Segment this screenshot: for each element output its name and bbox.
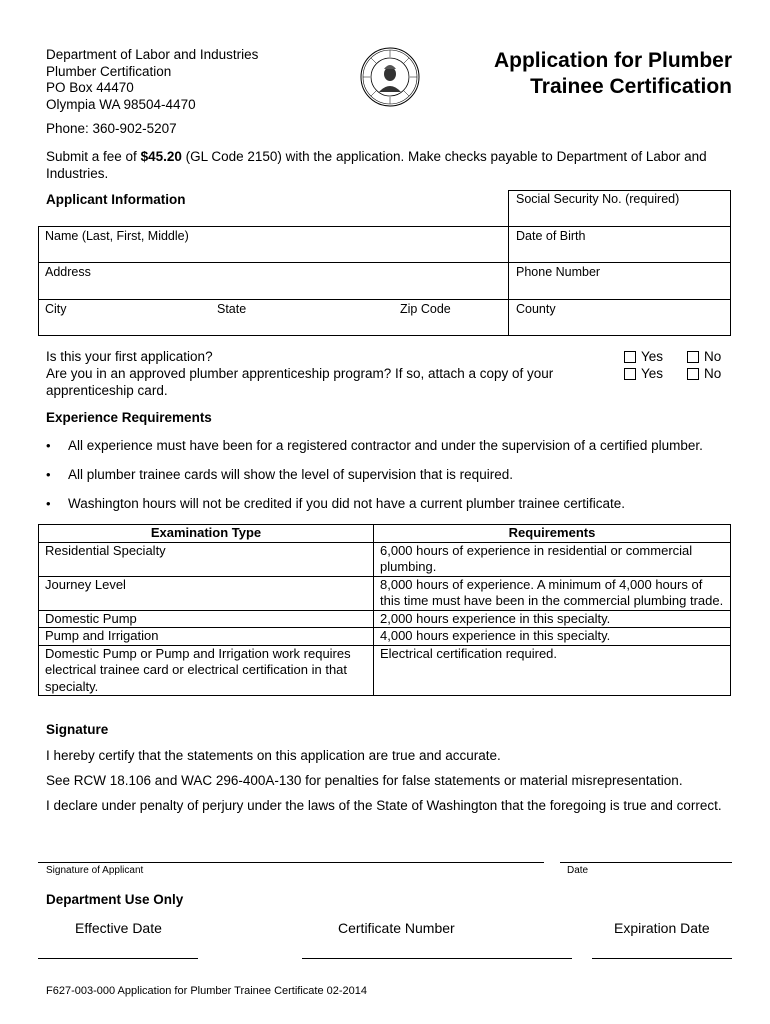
applicant-signature-line[interactable] — [38, 862, 544, 863]
address-line: PO Box 44470 — [46, 80, 134, 95]
state-field[interactable]: State — [217, 302, 247, 316]
table-row — [39, 628, 731, 646]
list-item — [46, 467, 746, 483]
apprentice-yes-checkbox[interactable] — [624, 366, 663, 381]
fee-amount: $45.20 — [140, 149, 182, 164]
yes-label: Yes — [641, 349, 664, 364]
signature-heading: Signature — [46, 722, 109, 737]
address-line: Plumber Certification — [46, 63, 172, 79]
experience-heading: Experience Requirements — [46, 410, 212, 425]
address-field[interactable]: Address — [45, 265, 91, 279]
date-label: Date — [567, 865, 589, 876]
form-footer: F627-003-000 Application for Plumber Trainee Certificate 02-2014 — [46, 985, 368, 997]
fee-prefix: Submit a fee of — [46, 149, 141, 164]
ssn-field[interactable]: Social Security No. (required) — [516, 192, 680, 206]
title-line-2: Trainee Certification — [530, 75, 732, 98]
bullet-icon: • — [46, 467, 51, 482]
no-label: No — [704, 366, 722, 381]
table-row — [39, 610, 731, 628]
fee-suffix: (GL Code 2150) with the application. Make checks payable to Department of Labor and Industries. — [46, 149, 707, 181]
list-item — [46, 496, 746, 512]
table-row — [39, 576, 731, 610]
signature-label: Signature of Applicant — [46, 865, 144, 876]
phone-number-field[interactable]: Phone Number — [516, 265, 601, 279]
applicant-grid — [38, 190, 731, 336]
requirement-cell: 6,000 hours of experience in residential or commercial plumbing. — [374, 542, 731, 576]
page-title — [494, 48, 732, 100]
department-address — [46, 47, 258, 113]
effective-date-line[interactable] — [38, 958, 198, 959]
list-item — [46, 438, 746, 454]
apprentice-no-checkbox[interactable] — [687, 366, 721, 381]
bullet-text: All experience must have been for a registered contractor and under the supervision of a certified plumber. — [68, 438, 703, 453]
address-line: Olympia WA 98504-4470 — [46, 96, 196, 112]
apprenticeship-question: Are you in an approved plumber apprenticeship program? If so, attach a copy of your apprenticeship card. — [46, 366, 554, 398]
zip-field[interactable]: Zip Code — [400, 302, 451, 316]
first-application-question: Is this your first application? — [46, 349, 213, 364]
column-header: Requirements — [374, 525, 731, 543]
requirement-cell: 2,000 hours experience in this specialty. — [374, 610, 731, 628]
table-header-row — [39, 525, 731, 543]
expiration-date-line[interactable] — [592, 958, 732, 959]
exam-type-cell: Pump and Irrigation — [39, 628, 374, 646]
department-use-heading: Department Use Only — [46, 892, 184, 907]
bullet-text: Washington hours will not be credited if you did not have a current plumber trainee certificate. — [68, 496, 626, 511]
certificate-number-line[interactable] — [302, 958, 572, 959]
effective-date-label: Effective Date — [75, 920, 162, 936]
first-app-yes-checkbox[interactable] — [624, 349, 663, 364]
bullet-text: All plumber trainee cards will show the level of supervision that is required. — [68, 467, 513, 482]
date-line[interactable] — [560, 862, 732, 863]
fee-instructions — [46, 149, 736, 182]
applicant-heading: Applicant Information — [46, 192, 186, 207]
requirement-cell: 8,000 hours of experience. A minimum of 4,000 hours of this time must have been in the commercial plumbing trade. — [374, 576, 731, 610]
phone-text: Phone: 360-902-5207 — [46, 121, 177, 136]
yes-label: Yes — [641, 366, 664, 381]
requirement-cell: Electrical certification required. — [374, 645, 731, 696]
requirement-cell: 4,000 hours experience in this specialty. — [374, 628, 731, 646]
penalty-statement: See RCW 18.106 and WAC 296-400A-130 for penalties for false statements or material misrepresentation. — [46, 773, 683, 788]
certify-statement: I hereby certify that the statements on this application are true and accurate. — [46, 748, 501, 763]
exam-type-cell: Domestic Pump or Pump and Irrigation work requires electrical trainee card or electrical certification in that specialty. — [39, 645, 374, 696]
table-row — [39, 542, 731, 576]
address-line: Department of Labor and Industries — [46, 47, 259, 62]
state-seal-icon — [360, 47, 420, 107]
bullet-icon: • — [46, 496, 51, 511]
experience-list — [46, 438, 746, 525]
examination-table — [38, 524, 731, 696]
county-field[interactable]: County — [516, 302, 556, 316]
exam-type-cell: Journey Level — [39, 576, 374, 610]
checkbox-icon — [687, 368, 699, 380]
exam-type-cell: Residential Specialty — [39, 542, 374, 576]
expiration-date-label: Expiration Date — [614, 920, 710, 936]
checkbox-icon — [624, 351, 636, 363]
dob-field[interactable]: Date of Birth — [516, 229, 586, 243]
perjury-statement: I declare under penalty of perjury under the laws of the State of Washington that the foregoing is true and correct. — [46, 798, 722, 813]
no-label: No — [704, 349, 722, 364]
bullet-icon: • — [46, 438, 51, 453]
certificate-number-label: Certificate Number — [338, 920, 455, 936]
column-header: Examination Type — [39, 525, 374, 543]
checkbox-icon — [624, 368, 636, 380]
first-app-no-checkbox[interactable] — [687, 349, 721, 364]
table-row — [39, 645, 731, 696]
name-field[interactable]: Name (Last, First, Middle) — [45, 229, 189, 243]
checkbox-icon — [687, 351, 699, 363]
title-line-1: Application for Plumber — [493, 49, 732, 72]
exam-type-cell: Domestic Pump — [39, 610, 374, 628]
city-field[interactable]: City — [45, 302, 67, 316]
